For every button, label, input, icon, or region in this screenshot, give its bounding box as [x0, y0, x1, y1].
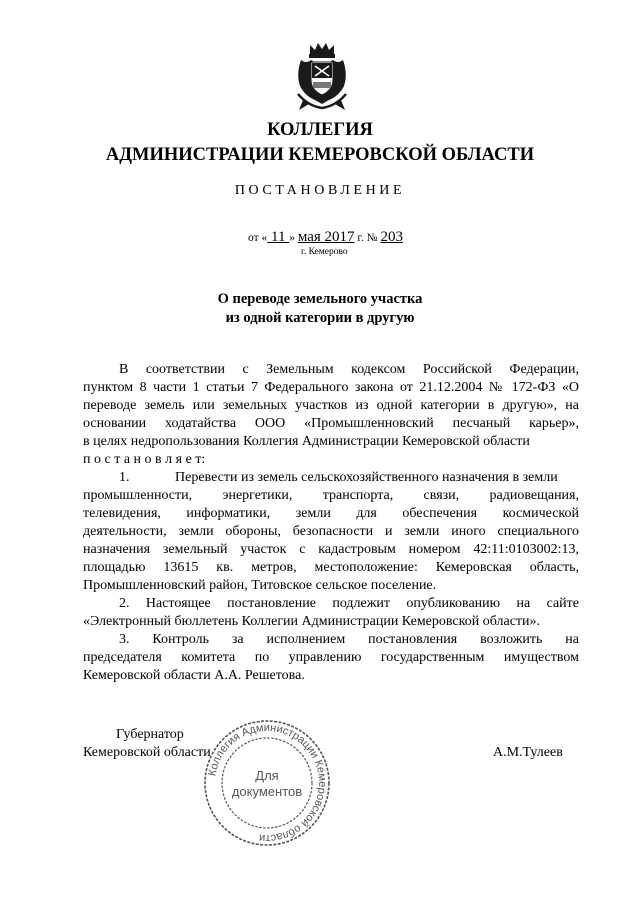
body-line: 2. Настоящее постановление подлежит опубликованию на сайте	[119, 596, 579, 611]
signatory-region: Кемеровской области	[83, 745, 211, 760]
date-mid: »	[289, 232, 298, 244]
body-text	[83, 361, 579, 685]
official-stamp	[202, 718, 332, 848]
body-line: в целях недропользования Коллегия Администрации Кемеровской области	[83, 434, 530, 449]
document-number: 203	[380, 229, 403, 245]
body-line: Промышленновский район, Титовское сельское поселение.	[83, 578, 437, 593]
body-line: деятельности, земли обороны, безопасности и земли иного специального	[83, 524, 579, 539]
date-day: 11	[267, 229, 290, 245]
signatory-title: Губернатор	[116, 727, 184, 742]
body-line: В соответствии с Земельным кодексом Российской Федерации,	[119, 362, 579, 377]
stamp-label-line2: документов	[231, 784, 303, 799]
stamp-ring-text: Коллегия Администрации Кемеровской области	[206, 721, 329, 845]
date-month-year: мая 2017	[297, 229, 355, 245]
body-line: назначения земельный участок с кадастровым номером 42:11:0103002:13,	[83, 542, 579, 557]
org-name-line2: АДМИНИСТРАЦИИ КЕМЕРОВСКОЙ ОБЛАСТИ	[105, 145, 535, 165]
date-suffix: г. №	[354, 232, 381, 244]
city: г. Кемерово	[301, 247, 348, 257]
document-title-line1: О переводе земельного участка	[217, 291, 423, 307]
document-type: ПОСТАНОВЛЕНИЕ	[234, 183, 406, 198]
body-line: основании ходатайства ООО «Промышленновский песчаный карьер»,	[83, 416, 579, 431]
body-line: переводе земель или земельных участков из одной категории в другую», на	[83, 398, 579, 413]
list-item-1-text: Перевести из земель сельскохозяйственного назначения в земли	[175, 470, 558, 485]
body-line: площадью 13615 кв. метров, местоположение: Кемеровская область,	[83, 560, 579, 575]
list-item-1-first-line	[83, 469, 579, 487]
body-line: телевидения, информатики, земли для обеспечения космической	[83, 506, 579, 521]
list-item-1-number: 1.	[119, 470, 130, 485]
body-line: председателя комитета по управлению государственным имуществом	[83, 650, 579, 665]
body-line: промышленности, энергетики, транспорта, связи, радиовещания,	[83, 488, 579, 503]
document-title-line2: из одной категории в другую	[225, 310, 415, 326]
body-line: пунктом 8 части 1 статьи 7 Федерального закона от 21.12.2004 № 172-ФЗ «О	[83, 380, 579, 395]
body-line: «Электронный бюллетень Коллегии Администрации Кемеровской области».	[83, 614, 541, 629]
body-line: Кемеровской области А.А. Решетова.	[83, 668, 305, 683]
body-line: п о с т а н о в л я е т:	[83, 452, 206, 467]
date-line	[248, 229, 403, 246]
org-name-line1: КОЛЛЕГИЯ	[267, 120, 373, 140]
coat-of-arms-emblem	[293, 40, 351, 112]
stamp-label-line1: Для	[255, 768, 279, 783]
date-prefix: от «	[248, 232, 268, 244]
body-line: 3. Контроль за исполнением постановления возложить на	[119, 632, 579, 647]
svg-text:Коллегия Администрации Кемеров	[206, 722, 328, 844]
signatory-name: А.М.Тулеев	[493, 745, 563, 760]
stamp-ring	[202, 718, 332, 848]
